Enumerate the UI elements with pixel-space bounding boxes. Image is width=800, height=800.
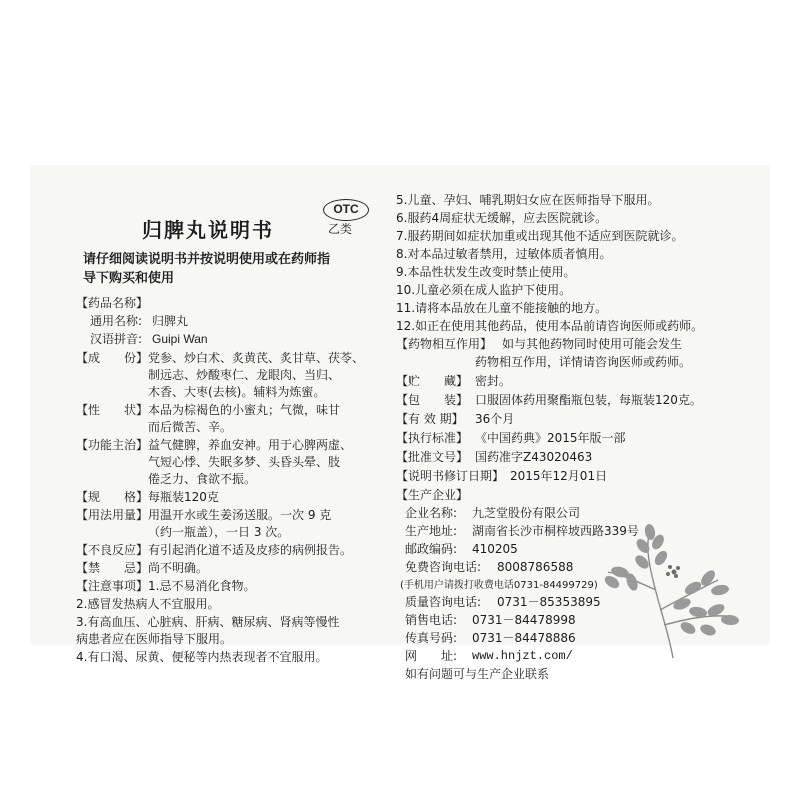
interaction-line: 如与其他药物同时使用可能会发生 xyxy=(502,337,683,351)
adverse-value: 有引起消化道不适及皮疹的病例报告。 xyxy=(148,543,353,557)
indications-label: 【功能主治】 xyxy=(76,438,149,452)
approval-value: 国药准字Z43020463 xyxy=(475,450,593,464)
composition-label: 【成 份】 xyxy=(76,351,149,365)
package-value: 口服固体药用聚酯瓶包装，每瓶装120克。 xyxy=(475,393,702,407)
note-item: 11.请将本品放在儿童不能接触的地方。 xyxy=(396,301,608,315)
standard-label: 【执行标准】 xyxy=(396,431,469,445)
usage-line: （约一瓶盖），一日 3 次。 xyxy=(148,525,290,539)
standard-value: 《中国药典》2015年版一部 xyxy=(475,431,626,445)
composition-line: 制远志、炒酸枣仁、龙眼肉、当归、 xyxy=(148,368,341,382)
generic-name-label: 通用名称: xyxy=(90,314,143,328)
precaution-item: 2.感冒发热病人不宜服用。 xyxy=(76,597,220,611)
package-label: 【包 装】 xyxy=(396,393,469,407)
sales-label: 销售电话: xyxy=(405,613,458,627)
composition-line: 党参、炒白术、炙黄芪、炙甘草、茯苓、 xyxy=(148,351,365,365)
quality-value: 0731－85353895 xyxy=(497,595,601,609)
mobile-note: (手机用户请拨打收费电话0731-84499729) xyxy=(400,580,598,591)
indications-line: 益气健脾，养血安神。用于心脾两虚、 xyxy=(148,438,353,452)
usage-line: 用温开水或生姜汤送服。一次 9 克 xyxy=(148,508,332,522)
adverse-label: 【不良反应】 xyxy=(76,543,149,557)
otc-badge: OTC xyxy=(323,199,369,221)
spec-value: 每瓶装120克 xyxy=(148,490,219,504)
company-name-label: 企业名称: xyxy=(405,506,458,520)
note-item: 7.服药期间如症状加重或出现其他不适应到医院就诊。 xyxy=(396,229,684,243)
company-header: 【生产企业】 xyxy=(396,488,469,502)
note-item: 5.儿童、孕妇、哺乳期妇女应在医师指导下服用。 xyxy=(396,193,660,207)
company-name-value: 九芝堂股份有限公司 xyxy=(472,506,581,520)
notice-line-1: 请仔细阅读说明书并按说明使用或在药师指 xyxy=(83,252,331,267)
document-title: 归脾丸说明书 xyxy=(142,218,274,242)
character-line: 而后微苦、辛。 xyxy=(148,420,233,434)
generic-name-value: 归脾丸 xyxy=(152,314,189,328)
contraindications-value: 尚不明确。 xyxy=(148,561,209,575)
approval-label: 【批准文号】 xyxy=(396,450,469,464)
precaution-item: 病患者应在医师指导下服用。 xyxy=(76,632,233,646)
sales-value: 0731－84478998 xyxy=(472,613,576,627)
contact-note: 如有问题可与生产企业联系 xyxy=(405,667,550,681)
revision-value: 2015年12月01日 xyxy=(510,469,608,483)
quality-label: 质量咨询电话: xyxy=(405,595,482,609)
note-item: 9.本品性状发生改变时禁止使用。 xyxy=(396,265,576,279)
character-line: 本品为棕褐色的小蜜丸；气微，味甘 xyxy=(148,403,341,417)
character-label: 【性 状】 xyxy=(76,403,149,417)
address-label: 生产地址: xyxy=(405,524,458,538)
contraindications-label: 【禁 忌】 xyxy=(76,561,149,575)
note-item: 8.对本品过敏者禁用，过敏体质者慎用。 xyxy=(396,247,612,261)
precaution-item: 4.有口渴、尿黄、便秘等内热表现者不宜服用。 xyxy=(76,650,328,664)
precaution-item: 3.有高血压、心脏病、肝病、糖尿病、肾病等慢性 xyxy=(76,615,340,629)
indications-line: 气短心悸、失眠多梦、头昏头晕、肢 xyxy=(148,455,341,469)
herb-illustration xyxy=(598,520,748,660)
validity-value: 36个月 xyxy=(475,412,515,426)
postal-value: 410205 xyxy=(472,542,518,556)
hotline-value: 8008786588 xyxy=(497,560,574,574)
precautions-label: 【注意事项】 xyxy=(76,579,149,593)
indications-line: 倦乏力、食欲不振。 xyxy=(148,472,257,486)
note-item: 10.儿童必须在成人监护下使用。 xyxy=(396,283,572,297)
website-label: 网 址: xyxy=(405,649,458,663)
spec-label: 【规 格】 xyxy=(76,490,149,504)
otc-class-label: 乙类 xyxy=(328,222,353,236)
interaction-label: 【药物相互作用】 xyxy=(396,337,493,351)
address-value: 湖南省长沙市桐梓坡西路339号 xyxy=(472,524,639,538)
pinyin-label: 汉语拼音: xyxy=(90,332,143,346)
notice-line-2: 导下购买和使用 xyxy=(83,271,175,286)
hotline-label: 免费咨询电话: xyxy=(405,560,482,574)
pinyin-value: Guipi Wan xyxy=(152,332,208,346)
postal-label: 邮政编码: xyxy=(405,542,458,556)
interaction-line: 药物相互作用，详情请咨询医师或药师。 xyxy=(475,355,692,369)
usage-label: 【用法用量】 xyxy=(76,508,149,522)
note-item: 6.服药4周症状无缓解，应去医院就诊。 xyxy=(396,211,608,225)
storage-label: 【贮 藏】 xyxy=(396,374,469,388)
revision-label: 【说明书修订日期】 xyxy=(396,469,505,483)
note-item: 12.如正在使用其他药品，使用本品前请咨询医师或药师。 xyxy=(396,319,704,333)
validity-label: 【有 效 期】 xyxy=(396,412,464,426)
storage-value: 密封。 xyxy=(475,374,512,388)
drug-name-header: 【药品名称】 xyxy=(76,296,149,310)
website-value: www.hnjzt.com/ xyxy=(472,649,573,663)
composition-line: 木香、大枣(去核)。辅料为炼蜜。 xyxy=(148,385,326,399)
fax-label: 传真号码: xyxy=(405,631,458,645)
precaution-item: 1.忌不易消化食物。 xyxy=(148,579,256,593)
fax-value: 0731－84478886 xyxy=(472,631,576,645)
